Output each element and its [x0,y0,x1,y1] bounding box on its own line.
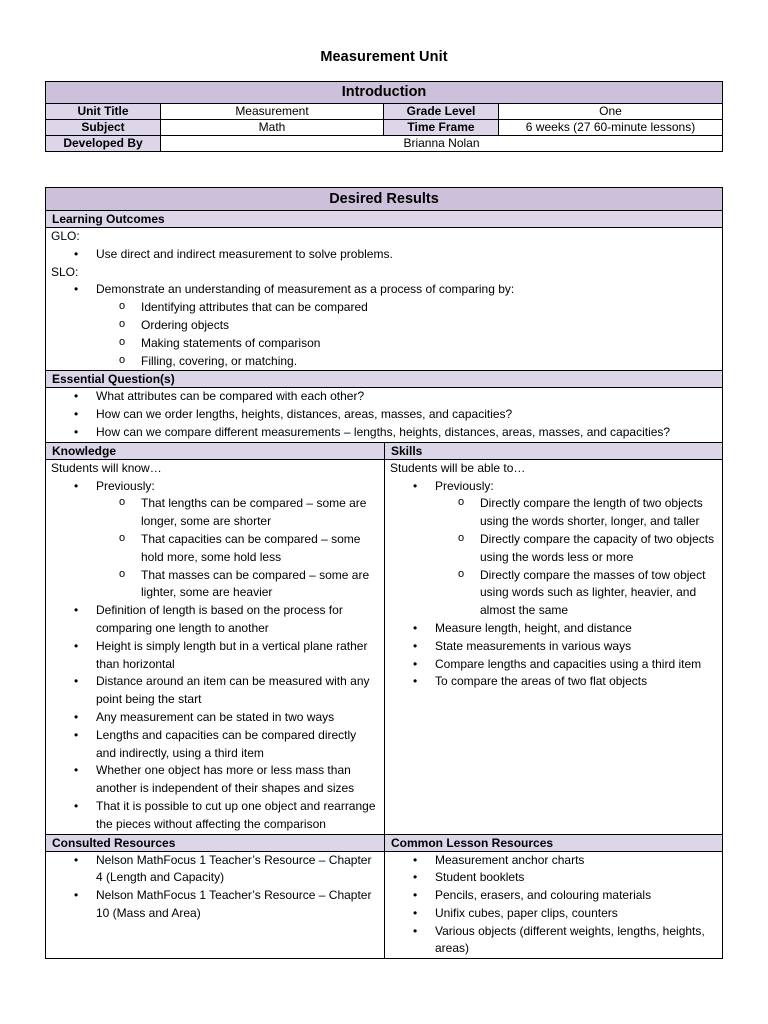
unit-title-value: Measurement [161,104,384,120]
learning-outcomes-cell [46,228,723,371]
desired-results-heading: Desired Results [46,188,723,211]
skills-intro: Students will be able to… [390,460,526,475]
knowledge-item: • Whether one object has more or less mass than another is independent of their shapes and sizes [96,762,379,798]
learning-outcomes-label: Learning Outcomes [46,211,723,228]
glo-label: GLO: [51,229,80,243]
slo-subitem: o Ordering objects [141,317,717,335]
subject-value: Math [161,120,384,136]
skills-item: • To compare the areas of two flat objects [435,673,717,691]
common-lesson-resource: • Various objects (different weights, lengths, heights, areas) [435,923,717,959]
common-lesson-resource: • Student booklets [435,869,717,887]
slo-item: • Demonstrate an understanding of measurement as a process of comparing by: o Identifying attributes that can be compared o Ordering objects o Making statements of comparison o Filling, covering, or matching. [96,281,717,370]
desired-results-table [45,187,723,959]
slo-subitem: o Making statements of comparison [141,335,717,353]
consulted-resources-label: Consulted Resources [46,834,385,851]
knowledge-item: • Distance around an item can be measured with any point being the start [96,673,379,709]
skills-item: • State measurements in various ways [435,638,717,656]
introduction-table [45,81,723,152]
knowledge-item: • Lengths and capacities can be compared directly and indirectly, using a third item [96,727,379,763]
skills-previous-item: o Directly compare the length of two objects using the words shorter, longer, and taller [480,495,717,531]
consulted-resource: • Nelson MathFocus 1 Teacher’s Resource – Chapter 10 (Mass and Area) [96,887,379,923]
essential-questions-cell [46,388,723,442]
skills-item: • Compare lengths and capacities using a third item [435,656,717,674]
slo-subitem: o Identifying attributes that can be compared [141,299,717,317]
essential-question: • What attributes can be compared with each other? [96,388,717,406]
consulted-resources-cell [46,851,385,959]
knowledge-cell [46,459,385,834]
time-frame-label: Time Frame [384,120,499,136]
essential-question: • How can we compare different measurements – lengths, heights, distances, areas, masses, and capacities? [96,424,717,442]
page-title: Measurement Unit [320,49,448,65]
knowledge-item: • That it is possible to cut up one object and rearrange the pieces without affecting the comparison [96,798,379,834]
skills-label: Skills [385,442,723,459]
skills-item: • Measure length, height, and distance [435,620,717,638]
grade-level-value: One [499,104,723,120]
time-frame-value: 6 weeks (27 60-minute lessons) [499,120,723,136]
glo-item: • Use direct and indirect measurement to solve problems. [96,246,717,264]
knowledge-previous-item: o That capacities can be compared – some hold more, some hold less [141,531,379,567]
slo-label: SLO: [51,264,79,279]
common-lesson-resource: • Measurement anchor charts [435,852,717,870]
common-lesson-resource: • Unifix cubes, paper clips, counters [435,905,717,923]
slo-subitem: o Filling, covering, or matching. [141,353,717,371]
common-lesson-resources-label: Common Lesson Resources [385,834,723,851]
knowledge-previous-item: o That lengths can be compared – some are longer, some are shorter [141,495,379,531]
grade-level-label: Grade Level [384,104,499,120]
skills-previously: • Previously: o Directly compare the length of two objects using the words shorter, longer, and taller o Directly compare the capacity of two objects using the words less or more o Directly compare the masses of tow object using words such as lighter, heavier, and almost the same [435,478,717,620]
common-lesson-resource: • Pencils, erasers, and colouring materials [435,887,717,905]
knowledge-item: • Height is simply length but in a vertical plane rather than horizontal [96,638,379,674]
knowledge-item: • Any measurement can be stated in two ways [96,709,379,727]
essential-question: • How can we order lengths, heights, distances, areas, masses, and capacities? [96,406,717,424]
developed-by-label: Developed By [46,136,161,152]
unit-title-label: Unit Title [46,104,161,120]
skills-cell [385,459,723,834]
knowledge-item: • Definition of length is based on the process for comparing one length to another [96,602,379,638]
skills-previous-item: o Directly compare the capacity of two objects using the words less or more [480,531,717,567]
common-lesson-resources-cell [385,851,723,959]
essential-questions-label: Essential Question(s) [46,371,723,388]
skills-previous-item: o Directly compare the masses of tow object using words such as lighter, heavier, and almost the same [480,567,717,620]
knowledge-intro: Students will know… [51,460,162,475]
knowledge-previous-item: o That masses can be compared – some are lighter, some are heavier [141,567,379,603]
subject-label: Subject [46,120,161,136]
knowledge-label: Knowledge [46,442,385,459]
consulted-resource: • Nelson MathFocus 1 Teacher’s Resource – Chapter 4 (Length and Capacity) [96,852,379,888]
knowledge-previously: • Previously: o That lengths can be compared – some are longer, some are shorter o That capacities can be compared – some hold more, some hold less o That masses can be compared – some are lighter, some are heavier [96,478,379,603]
introduction-heading: Introduction [46,82,723,104]
developed-by-value: Brianna Nolan [161,136,723,152]
